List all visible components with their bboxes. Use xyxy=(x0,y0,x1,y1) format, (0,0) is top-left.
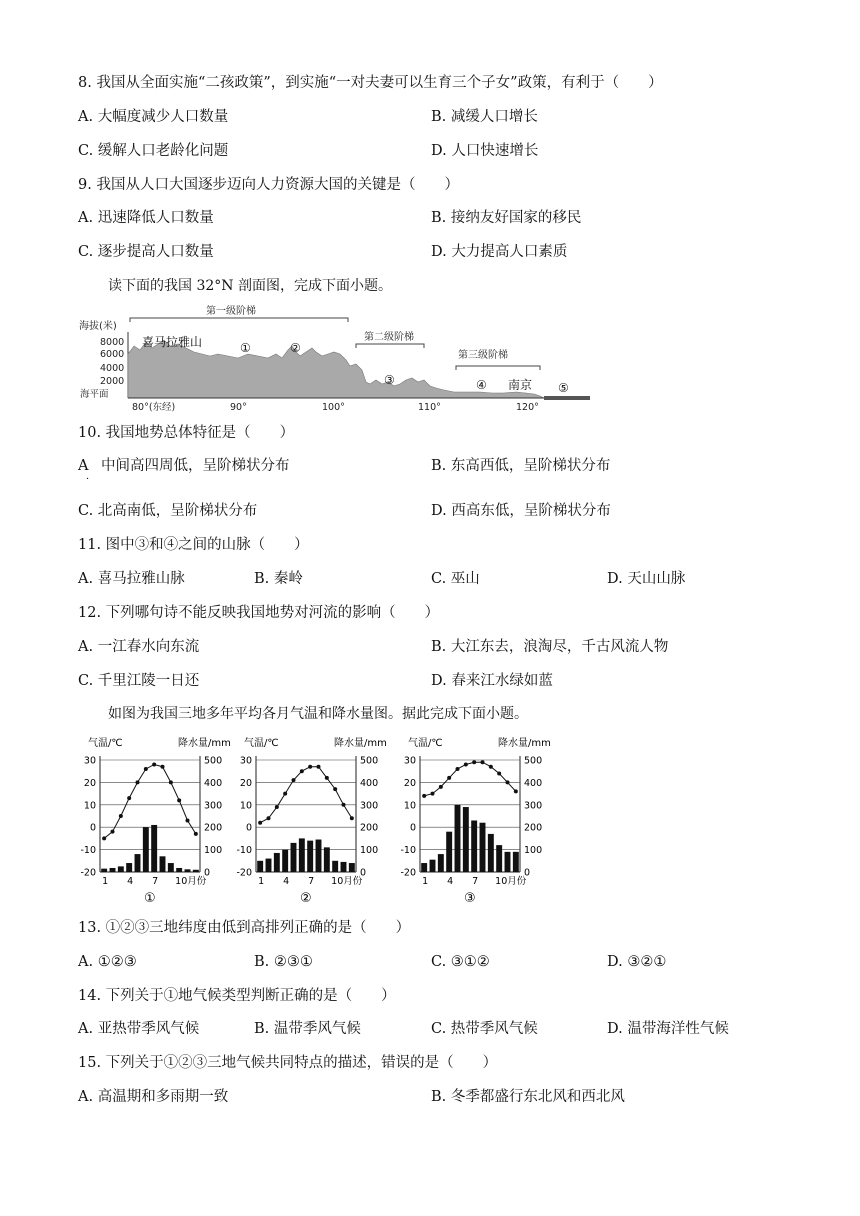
x-tick: 120° xyxy=(516,402,539,413)
precip-bar xyxy=(421,863,427,872)
option-c[interactable]: C. 逐步提高人口数量 xyxy=(78,244,214,260)
option-d[interactable]: D. 人口快速增长 xyxy=(431,143,539,159)
temp-tick: -10 xyxy=(80,845,96,857)
option-a[interactable]: A. 大幅度减少人口数量 xyxy=(78,109,229,125)
option-d[interactable]: D. ③②① xyxy=(607,954,667,970)
precip-tick: 500 xyxy=(360,755,379,767)
temp-point xyxy=(119,814,123,818)
precip-tick: 400 xyxy=(204,777,223,789)
himalaya-label: 喜马拉雅山 xyxy=(142,335,203,349)
question-stem: 10. 我国地势总体特征是（ ） xyxy=(78,425,295,441)
temp-tick: 0 xyxy=(89,822,96,834)
temp-point xyxy=(456,767,460,771)
precip-bar xyxy=(480,823,486,872)
precip-bar xyxy=(257,861,263,872)
step1-brace xyxy=(130,318,348,322)
precip-tick: 200 xyxy=(204,822,223,834)
x-tick: 100° xyxy=(322,402,345,413)
precip-bar xyxy=(110,868,116,872)
question-stem: 8. 我国从全面实施“二孩政策”，到实施“一对夫妻可以生育三个子女”政策，有利于（ ） xyxy=(78,75,663,91)
option-b[interactable]: B. 冬季都盛行东北风和西北风 xyxy=(431,1089,625,1105)
temp-point xyxy=(258,821,262,825)
precip-tick: 300 xyxy=(204,800,223,812)
option-a-letter[interactable]: A xyxy=(78,458,89,474)
temp-tick: 0 xyxy=(409,822,416,834)
month-tick: 1 xyxy=(258,876,265,887)
option-b[interactable]: B. 温带季风气候 xyxy=(254,1021,361,1037)
temp-point xyxy=(447,776,451,780)
option-a[interactable]: A. 迅速降低人口数量 xyxy=(78,210,214,226)
temp-tick: 0 xyxy=(245,822,252,834)
temp-tick: 20 xyxy=(83,777,96,789)
temp-point xyxy=(111,830,115,834)
temp-line xyxy=(260,767,352,823)
precip-tick: 400 xyxy=(524,777,543,789)
month-tick: 7 xyxy=(308,876,315,887)
marker-1: ① xyxy=(240,341,251,355)
precip-bar xyxy=(430,860,436,872)
temp-tick: 10 xyxy=(239,800,252,812)
step2-brace xyxy=(356,344,424,348)
option-c[interactable]: C. 千里江陵一日还 xyxy=(78,673,200,689)
precip-axis-label: 降水量/mm xyxy=(178,738,231,749)
precip-bar xyxy=(324,847,330,872)
precip-bar xyxy=(455,805,461,872)
precip-tick: 0 xyxy=(204,867,211,879)
month-tick: 10月份 xyxy=(331,876,363,887)
temp-line xyxy=(424,762,516,796)
question-stem: 15. 下列关于①②③三地气候共同特点的描述，错误的是（ ） xyxy=(78,1055,498,1071)
intro-profile: 读下面的我国 32°N 剖面图，完成下面小题。 xyxy=(108,278,392,294)
y-tick: 4000 xyxy=(100,363,125,374)
precip-bar xyxy=(274,853,280,872)
sea-area xyxy=(544,396,590,400)
month-tick: 10月份 xyxy=(175,876,207,887)
precip-bar xyxy=(299,838,305,872)
precip-bar xyxy=(349,863,355,872)
climate-chart-2 xyxy=(236,736,386,906)
temp-point xyxy=(161,765,165,769)
y-tick: 2000 xyxy=(100,376,125,387)
temp-point xyxy=(333,787,337,791)
option-b[interactable]: B. 减缓人口增长 xyxy=(431,109,538,125)
option-c[interactable]: C. ③①② xyxy=(431,954,490,970)
precip-bar xyxy=(471,820,477,872)
precip-tick: 0 xyxy=(524,867,531,879)
temp-tick: -10 xyxy=(400,845,416,857)
temp-point xyxy=(325,776,329,780)
chart-label: ② xyxy=(300,891,312,906)
precip-bar xyxy=(513,852,519,872)
precip-tick: 200 xyxy=(524,822,543,834)
precip-bar xyxy=(488,834,494,872)
temp-point xyxy=(317,765,321,769)
precip-bar xyxy=(316,840,322,872)
month-tick: 7 xyxy=(152,876,159,887)
option-d[interactable]: D. 温带海洋性气候 xyxy=(607,1021,729,1037)
precip-axis-label: 降水量/mm xyxy=(334,738,387,749)
question-stem: 9. 我国从人口大国逐步迈向人力资源大国的关键是（ ） xyxy=(78,177,459,193)
temp-point xyxy=(422,794,426,798)
option-d[interactable]: D. 西高东低，呈阶梯状分布 xyxy=(431,503,611,519)
option-a[interactable]: A. 高温期和多雨期一致 xyxy=(78,1089,229,1105)
precip-bar xyxy=(101,869,107,872)
temp-tick: 20 xyxy=(239,777,252,789)
question-stem: 11. 图中③和④之间的山脉（ ） xyxy=(78,537,309,553)
option-d[interactable]: D. 天山山脉 xyxy=(607,571,686,587)
temp-point xyxy=(136,780,140,784)
month-tick: 4 xyxy=(283,876,290,887)
temp-point xyxy=(472,760,476,764)
temp-point xyxy=(102,836,106,840)
temp-point xyxy=(439,785,443,789)
month-tick: 1 xyxy=(422,876,429,887)
step1-label: 第一级阶梯 xyxy=(206,306,256,317)
intro-climate: 如图为我国三地多年平均各月气温和降水量图。据此完成下面小题。 xyxy=(108,706,528,722)
option-a[interactable]: A. 一江春水向东流 xyxy=(78,639,200,655)
temp-point xyxy=(127,796,131,800)
precip-bar xyxy=(282,850,288,872)
temp-point xyxy=(169,780,173,784)
option-b[interactable]: B. ②③① xyxy=(254,954,313,970)
marker-5: ⑤ xyxy=(558,381,569,395)
precip-tick: 0 xyxy=(360,867,367,879)
temp-point xyxy=(431,792,435,796)
precip-bar xyxy=(307,841,313,872)
temp-tick: 30 xyxy=(83,755,96,767)
option-c[interactable]: C. 缓解人口老龄化问题 xyxy=(78,143,229,159)
option-c[interactable]: C. 北高南低，呈阶梯状分布 xyxy=(78,503,258,519)
precip-bar xyxy=(446,832,452,872)
precip-tick: 100 xyxy=(524,845,543,857)
sea-level-label: 海平面 xyxy=(80,389,109,400)
precip-bar xyxy=(160,856,166,872)
precip-bar xyxy=(126,863,132,872)
option-b[interactable]: B. 大江东去，浪淘尽，千古风流人物 xyxy=(431,639,669,655)
y-tick: 8000 xyxy=(100,337,125,348)
temp-point xyxy=(177,798,181,802)
temp-tick: 30 xyxy=(239,755,252,767)
precip-tick: 500 xyxy=(524,755,543,767)
option-b[interactable]: B. 接纳友好国家的移民 xyxy=(431,210,582,226)
question-stem: 12. 下列哪句诗不能反映我国地势对河流的影响（ ） xyxy=(78,605,440,621)
step3-brace xyxy=(456,366,540,370)
nanjing-label: 南京 xyxy=(508,378,533,392)
precip-bar xyxy=(168,863,174,872)
precip-bar xyxy=(193,870,199,872)
temp-tick: -20 xyxy=(80,867,96,879)
precip-bar xyxy=(266,859,272,872)
climate-chart-3 xyxy=(400,736,550,906)
temp-axis-label: 气温/℃ xyxy=(408,738,443,749)
temp-point xyxy=(342,803,346,807)
precip-tick: 200 xyxy=(360,822,379,834)
temp-point xyxy=(514,789,518,793)
temp-point xyxy=(300,769,304,773)
temp-point xyxy=(152,762,156,766)
month-tick: 4 xyxy=(447,876,454,887)
precip-bar xyxy=(176,868,182,872)
x-tick: 80°(东经) xyxy=(132,402,176,413)
option-a-dot: ． xyxy=(86,471,96,482)
precip-bar xyxy=(496,845,502,872)
chart-label: ① xyxy=(144,891,156,906)
precip-bar xyxy=(341,862,347,872)
option-b[interactable]: B. 东高西低，呈阶梯状分布 xyxy=(431,458,611,474)
precip-bar xyxy=(143,827,149,872)
marker-2: ② xyxy=(290,341,301,355)
temp-point xyxy=(506,780,510,784)
temp-tick: -20 xyxy=(400,867,416,879)
temp-point xyxy=(308,765,312,769)
month-tick: 7 xyxy=(472,876,479,887)
temp-point xyxy=(283,792,287,796)
precip-axis-label: 降水量/mm xyxy=(498,738,551,749)
precip-bar xyxy=(291,843,297,872)
precip-bar xyxy=(185,869,191,872)
x-tick: 90° xyxy=(230,402,247,413)
temp-point xyxy=(497,771,501,775)
precip-bar xyxy=(118,866,124,872)
precip-bar xyxy=(332,861,338,872)
precip-tick: 300 xyxy=(360,800,379,812)
marker-4: ④ xyxy=(476,378,487,392)
option-a[interactable]: A. 亚热带季风气候 xyxy=(78,1021,200,1037)
option-d[interactable]: D. 春来江水绿如蓝 xyxy=(431,673,553,689)
step2-label: 第二级阶梯 xyxy=(364,332,414,343)
y-axis-label: 海拔(米) xyxy=(79,321,117,332)
option-c[interactable]: C. 巫山 xyxy=(431,571,480,587)
precip-bar xyxy=(505,852,511,872)
temp-point xyxy=(144,767,148,771)
option-a[interactable]: 中间高四周低，呈阶梯状分布 xyxy=(101,458,290,474)
y-tick: 6000 xyxy=(100,349,125,360)
step3-label: 第三级阶梯 xyxy=(458,350,508,361)
option-a[interactable]: A. 喜马拉雅山脉 xyxy=(78,571,185,587)
temp-point xyxy=(194,832,198,836)
climate-charts xyxy=(78,730,578,910)
temp-point xyxy=(186,818,190,822)
temp-point xyxy=(267,816,271,820)
month-tick: 4 xyxy=(127,876,134,887)
temp-point xyxy=(275,805,279,809)
precip-tick: 500 xyxy=(204,755,223,767)
option-d[interactable]: D. 大力提高人口素质 xyxy=(431,244,568,260)
question-stem: 14. 下列关于①地气候类型判断正确的是（ ） xyxy=(78,988,396,1004)
month-tick: 1 xyxy=(102,876,109,887)
temp-point xyxy=(489,765,493,769)
temp-point xyxy=(350,816,354,820)
precip-tick: 300 xyxy=(524,800,543,812)
temp-point xyxy=(292,778,296,782)
temp-tick: 10 xyxy=(83,800,96,812)
chart-label: ③ xyxy=(464,891,476,906)
terrain-profile-diagram xyxy=(78,300,593,415)
option-a[interactable]: A. ①②③ xyxy=(78,954,137,970)
question-stem: 13. ①②③三地纬度由低到高排列正确的是（ ） xyxy=(78,920,411,936)
precip-tick: 400 xyxy=(360,777,379,789)
temp-tick: -10 xyxy=(236,845,252,857)
precip-bar xyxy=(151,825,157,872)
precip-bar xyxy=(463,807,469,872)
option-b[interactable]: B. 秦岭 xyxy=(254,571,303,587)
x-tick: 110° xyxy=(418,402,441,413)
marker-3: ③ xyxy=(384,373,395,387)
precip-tick: 100 xyxy=(204,845,223,857)
temp-tick: -20 xyxy=(236,867,252,879)
climate-chart-1 xyxy=(80,736,230,906)
temp-tick: 30 xyxy=(403,755,416,767)
month-tick: 10月份 xyxy=(495,876,527,887)
option-c[interactable]: C. 热带季风气候 xyxy=(431,1021,538,1037)
precip-bar xyxy=(438,854,444,872)
temp-axis-label: 气温/℃ xyxy=(244,738,279,749)
precip-bar xyxy=(135,854,141,872)
temp-tick: 20 xyxy=(403,777,416,789)
temp-tick: 10 xyxy=(403,800,416,812)
precip-tick: 100 xyxy=(360,845,379,857)
temp-point xyxy=(464,762,468,766)
temp-point xyxy=(481,760,485,764)
temp-axis-label: 气温/℃ xyxy=(88,738,123,749)
